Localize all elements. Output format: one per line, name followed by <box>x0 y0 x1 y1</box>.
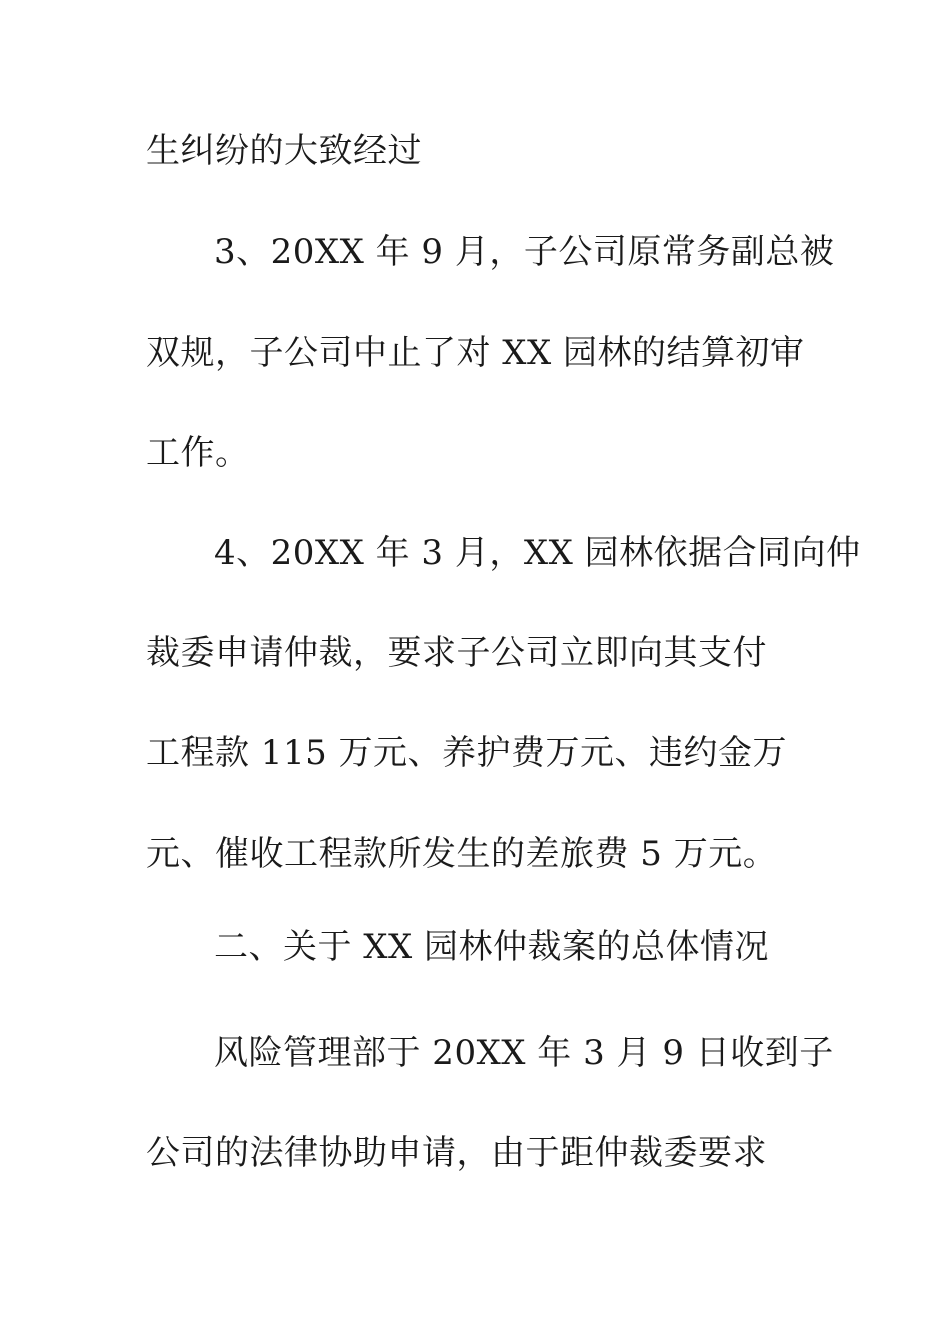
text-line-3: 双规，子公司中止了对 XX 园林的结算初审 <box>146 333 805 373</box>
text-line-5: 4、20XX 年 3 月，XX 园林依据合同向仲 <box>214 533 861 573</box>
section-heading: 二、关于 XX 园林仲裁案的总体情况 <box>214 927 770 967</box>
text-line-2: 3、20XX 年 9 月，子公司原常务副总被 <box>214 232 835 272</box>
text-line-6: 裁委申请仲裁，要求子公司立即向其支付 <box>146 633 767 673</box>
text-line-10: 风险管理部于 20XX 年 3 月 9 日收到子 <box>214 1033 834 1073</box>
text-line-7: 工程款 115 万元、养护费万元、违约金万 <box>146 733 788 773</box>
text-line-4: 工作。 <box>146 433 250 473</box>
text-line-11: 公司的法律协助申请，由于距仲裁委要求 <box>146 1133 767 1173</box>
text-line-1: 生纠纷的大致经过 <box>146 131 422 171</box>
text-line-8: 元、催收工程款所发生的差旅费 5 万元。 <box>146 834 778 874</box>
